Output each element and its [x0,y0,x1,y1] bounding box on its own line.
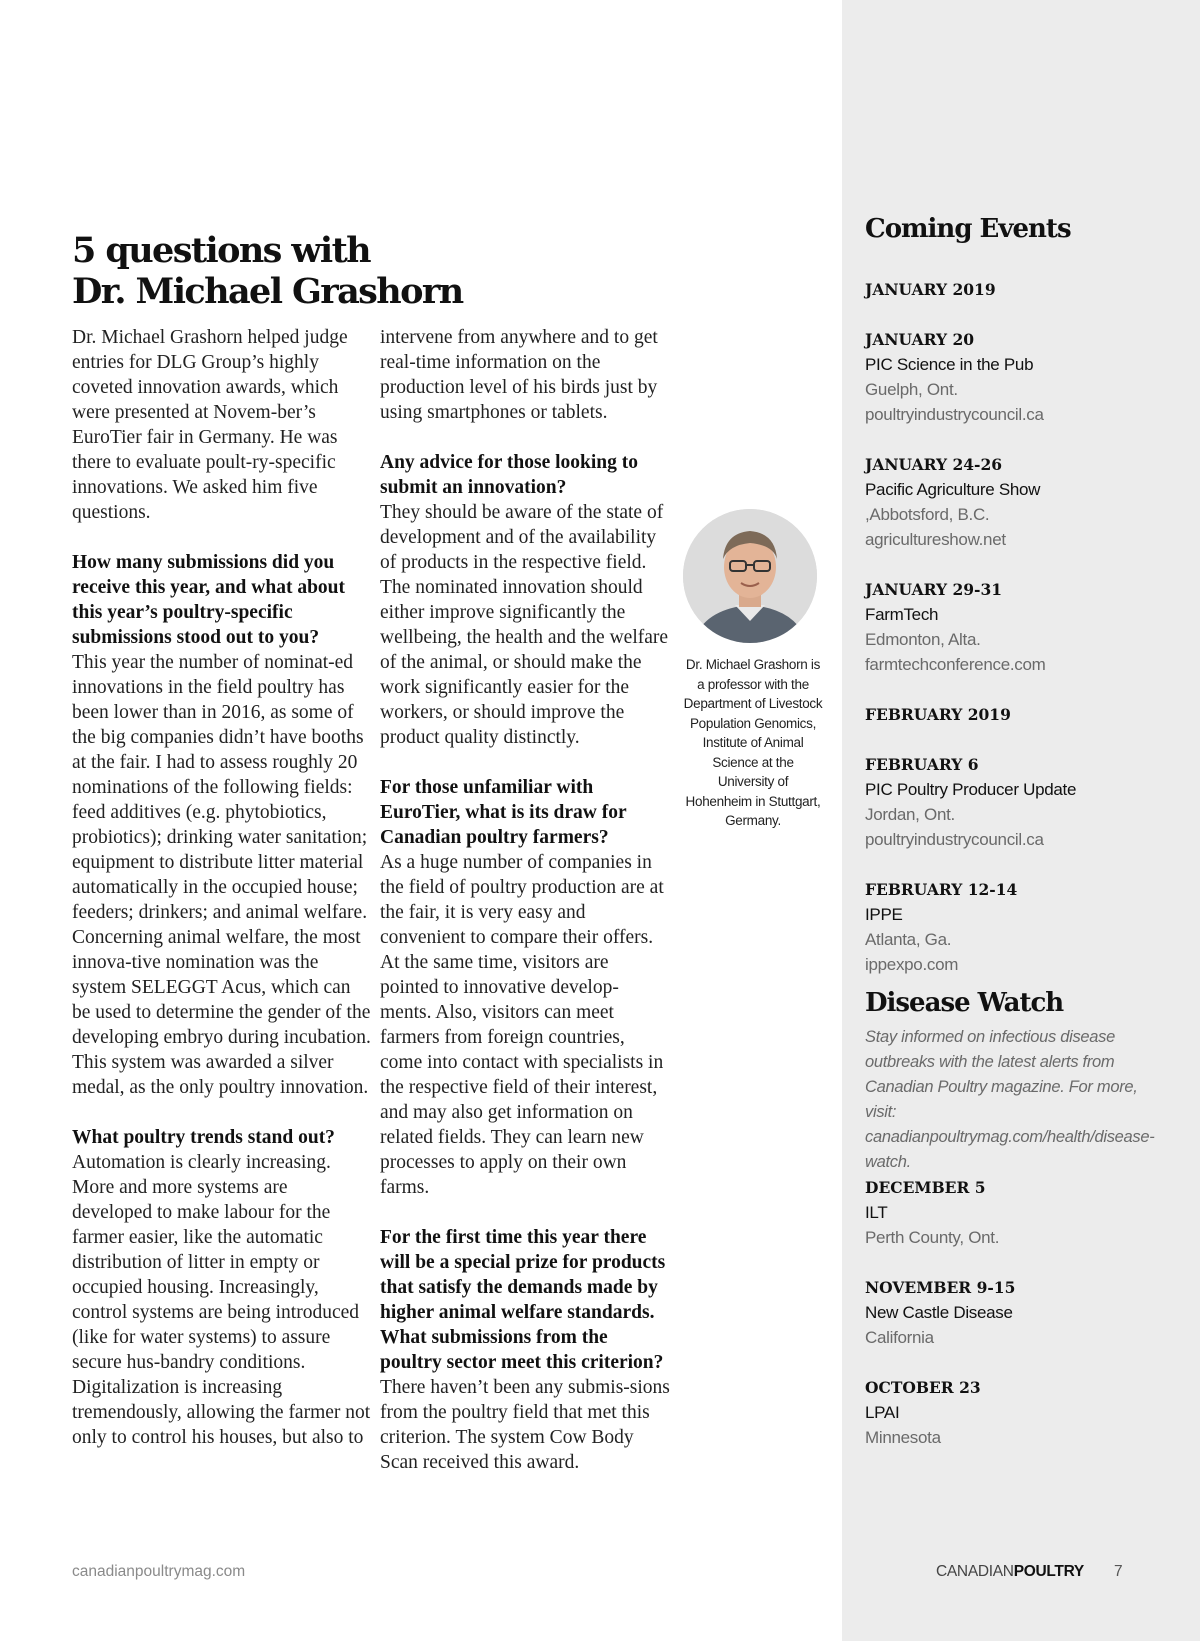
disease-watch-intro: Stay informed on infectious disease outbreaks with the latest alerts from Canadian Poultry magazine. For more, visit: canadianpoultrymag.com/health/disease-watch. [865,1028,1155,1171]
events-list [865,277,1185,1002]
title-line-2: Dr. Michael Grashorn [72,271,463,312]
article-title [72,230,632,312]
answer-text: Dr. Michael Grashorn helped judge entries for DLG Group’s highly coveted innovation awards, which were presented at Novem-ber’s EuroTier fair in Germany. He was there to evaluate poult-ry-specific innovations. We asked him five questions. [72,327,348,523]
brand-bold: POULTRY [1013,1563,1084,1580]
question-text: What poultry trends stand out? [72,1127,335,1148]
event-item [865,877,1185,977]
answer-text: intervene from anywhere and to get real-time information on the production level of his birds just by using smartphones or tablets. [380,327,658,423]
disease-event-date: OCTOBER 23 [865,1378,981,1397]
footer-branding [936,1563,1122,1581]
disease-event-date: DECEMBER 5 [865,1178,986,1197]
article-column-2 [380,325,670,1475]
disease-event [865,1275,1185,1350]
event-website: farmtechconference.com [865,655,1046,674]
answer-text: As a huge number of companies in the field of poultry production are at the fair, it is very easy and convenient to compare their offers. At the same time, visitors are pointed to innovative develop-ments. Also, visitors can meet farmers from foreign countries, come into contact with specialists in the respective field of their interest, and may also get information on related fields. They can learn new processes to apply on their own farms. [380,852,664,1198]
event-date: FEBRUARY 6 [865,755,979,774]
disease-event-location: Minnesota [865,1428,941,1447]
answer-text: Automation is clearly increasing. More and more systems are developed to make labour for the farmer easier, like the automatic distribution of litter in empty or occupied housing. Increasingly, control systems are being introduced (like for water systems) to assure secure hus-bandry conditions. Digitalization is increasing tremendously, allowing the farmer not only to control his houses, but also to [72,1152,371,1448]
disease-events-list [865,1175,1185,1475]
event-date: FEBRUARY 12-14 [865,880,1018,899]
event-date: JANUARY 24-26 [865,455,1003,474]
disease-event [865,1375,1185,1450]
event-website: poultryindustrycouncil.ca [865,830,1044,849]
question-text: For the first time this year there will be a special prize for products that satisfy the demands made by higher animal welfare standards. What submissions from the poultry sector meet this criterion? [380,1227,666,1373]
event-title: IPPE [865,905,903,924]
portrait-illustration [683,509,817,643]
page-number: 7 [1113,1563,1123,1580]
footer-website: canadianpoultrymag.com [72,1563,246,1580]
brand-light: CANADIAN [936,1563,1014,1580]
answer-text: They should be aware of the state of development and of the availability of products in the respective field. The nominated innovation should either improve significantly the wellbeing, the health and the welfare of the animal, or should make the work significantly easier for the workers, or should improve the product quality distinctly. [380,502,669,748]
event-title: PIC Science in the Pub [865,355,1034,374]
disease-event-location: Perth County, Ont. [865,1228,1000,1247]
disease-event-title: LPAI [865,1403,900,1422]
event-item [865,577,1185,677]
event-title: Pacific Agriculture Show [865,480,1041,499]
event-date: JANUARY 29-31 [865,580,1003,599]
question-text: For those unfamiliar with EuroTier, what is its draw for Canadian poultry farmers? [380,777,627,848]
month-label: JANUARY 2019 [865,280,996,299]
event-month [865,277,1185,302]
disease-event [865,1175,1185,1250]
photo-caption: Dr. Michael Grashorn is a professor with the Department of Livestock Population Genomics, Institute of Animal Science at the University of Hohenheim in Stuttgart, Germany. [683,657,823,828]
qa-block [380,1225,670,1475]
disease-event-date: NOVEMBER 9-15 [865,1278,1016,1297]
disease-event-title: ILT [865,1203,888,1222]
event-date: JANUARY 20 [865,330,975,349]
event-location: Jordan, Ont. [865,805,955,824]
disease-event-title: New Castle Disease [865,1303,1013,1322]
intro-paragraph [72,325,372,525]
portrait-photo [683,509,817,643]
qa-block [72,550,372,1100]
coming-events-heading: Coming Events [865,214,1071,244]
qa-block [72,1125,372,1450]
article-column-1 [72,325,372,1450]
continued-paragraph [380,325,670,425]
event-website: agricultureshow.net [865,530,1006,549]
question-text: How many submissions did you receive this year, and what about this year’s poultry-specific submissions stood out to you? [72,552,345,648]
question-text: Any advice for those looking to submit an innovation? [380,452,639,498]
answer-text: There haven’t been any submis-sions from the poultry field that met this criterion. The system Cow Body Scan received this award. [380,1377,670,1473]
event-title: FarmTech [865,605,939,624]
month-label: FEBRUARY 2019 [865,705,1011,724]
event-website: ippexpo.com [865,955,959,974]
event-location: Edmonton, Alta. [865,630,981,649]
event-item [865,327,1185,427]
qa-block [380,775,670,1200]
event-location: Guelph, Ont. [865,380,958,399]
event-location: ,Abbotsford, B.C. [865,505,990,524]
event-website: poultryindustrycouncil.ca [865,405,1044,424]
event-item [865,752,1185,852]
answer-text: This year the number of nominat-ed innovations in the field poultry has been lower than in 2016, as some of the big companies didn’t have booths at the fair. I had to assess roughly 20 nominations of the following fields: feed additives (e.g. phytobiotics, probiotics); drinking water sanitation; equipment to distribute litter material automatically in the occupied house; feeders; drinkers; and animal welfare. Concerning animal welfare, the most innova-tive nomination was the system SELEGGT Acus, which can be used to determine the gender of the developing embryo during incubation. This system was awarded a silver medal, as the only poultry innovation. [72,652,371,1098]
disease-watch-heading: Disease Watch [865,988,1064,1018]
disease-event-location: California [865,1328,934,1347]
qa-block [380,450,670,750]
event-month [865,702,1185,727]
event-location: Atlanta, Ga. [865,930,952,949]
event-item [865,452,1185,552]
event-title: PIC Poultry Producer Update [865,780,1077,799]
title-line-1: 5 questions with [72,230,371,271]
